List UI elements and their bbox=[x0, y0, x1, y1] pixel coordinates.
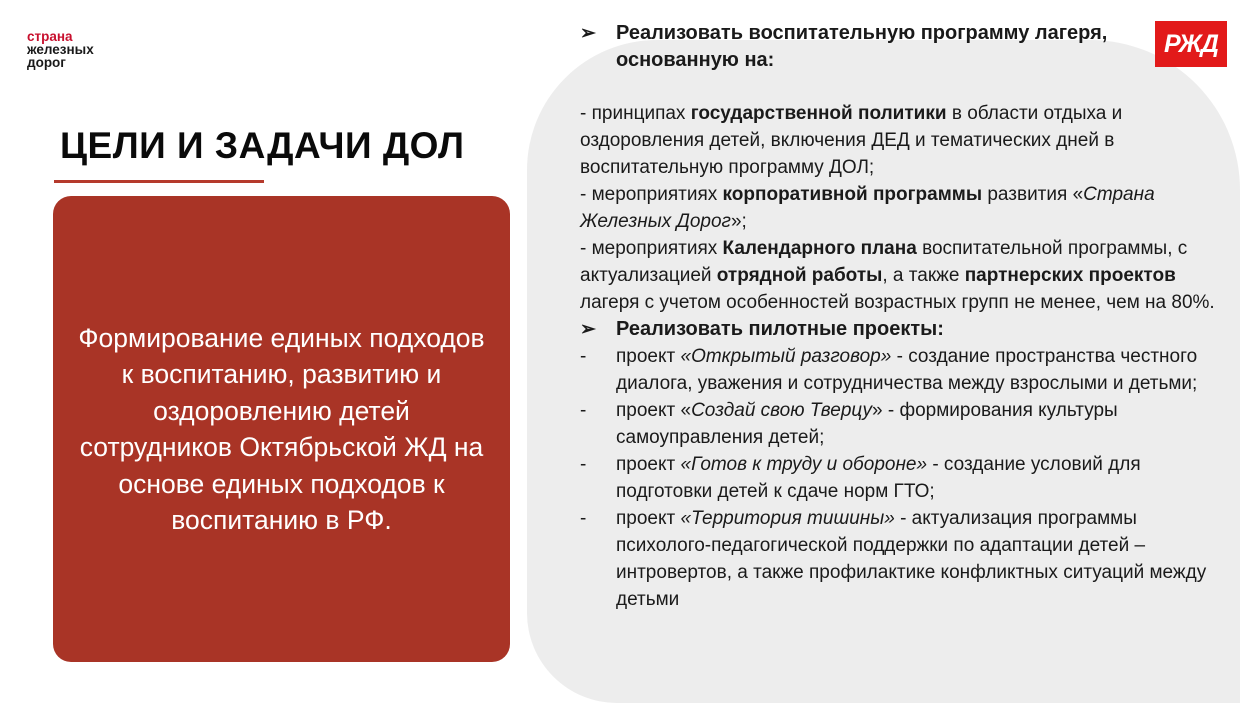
list-item bbox=[580, 451, 1220, 505]
arrow-bullet-icon: ➢ bbox=[580, 319, 596, 340]
project-name: «Территория тишины» bbox=[680, 508, 895, 529]
section-heading-text: Реализовать воспитательную программу лагеря, основанную на: bbox=[616, 22, 1108, 71]
section-heading-pilots bbox=[580, 316, 1220, 343]
goal-text: Формирование единых подходов к воспитанию, развитию и оздоровлению детей сотрудников Октябрьской ЖД на основе единых подходов к воспитанию в РФ. bbox=[78, 322, 485, 535]
brand-line-3: дорог bbox=[27, 55, 66, 70]
brand-line-1: страна bbox=[27, 29, 73, 44]
text-run: проект bbox=[616, 508, 681, 529]
text-run: лагеря с учетом особенностей возрастных групп не менее, чем на 80%. bbox=[580, 292, 1215, 313]
text-run: воспитательной программы, с актуализацией bbox=[580, 238, 1188, 286]
list-item-text bbox=[616, 505, 1220, 613]
brand-line-2: железных bbox=[27, 42, 94, 57]
text-run: - мероприятиях bbox=[580, 184, 723, 205]
project-name: Создай свою Тверцу bbox=[691, 400, 873, 421]
bold-run: Календарного плана bbox=[722, 238, 917, 259]
list-item-text bbox=[616, 397, 1220, 451]
title-underline bbox=[54, 180, 264, 183]
text-run: проект « bbox=[616, 400, 692, 421]
text-run: , а также bbox=[882, 265, 965, 286]
bold-run: государственной политики bbox=[690, 103, 947, 124]
text-run: в области отдыха и оздоровления детей, включения ДЕД и тематических дней в воспитательную программу ДОЛ; bbox=[580, 103, 1123, 178]
dash-bullet: - bbox=[580, 400, 587, 421]
text-run: - принципах bbox=[580, 103, 691, 124]
bold-run: отрядной работы bbox=[716, 265, 883, 286]
section-heading-program bbox=[580, 20, 1220, 74]
text-run: проект bbox=[616, 454, 681, 475]
dash-bullet: - bbox=[580, 346, 587, 367]
project-name: «Готов к труду и обороне» bbox=[680, 454, 928, 475]
program-corporate-item bbox=[580, 181, 1220, 235]
text-run: развития « bbox=[982, 184, 1084, 205]
brand-wordmark bbox=[27, 30, 94, 69]
text-run: - мероприятиях bbox=[580, 238, 723, 259]
list-item-text bbox=[616, 343, 1220, 397]
dash-bullet: - bbox=[580, 508, 587, 529]
text-run: - создание пространства честного диалога, уважения и сотрудничества между взрослыми и детьми; bbox=[616, 346, 1198, 394]
text-run: » - формирования культуры самоуправления детей; bbox=[616, 400, 1118, 448]
page-title: ЦЕЛИ И ЗАДАЧИ ДОЛ bbox=[60, 125, 465, 166]
section-heading-text: Реализовать пилотные проекты: bbox=[616, 318, 944, 340]
text-run: »; bbox=[730, 211, 747, 232]
rzd-logo bbox=[1155, 21, 1227, 67]
goal-card bbox=[53, 196, 510, 662]
list-item bbox=[580, 343, 1220, 397]
list-item bbox=[580, 505, 1220, 613]
tasks-content bbox=[580, 20, 1220, 613]
text-run: - актуализация программы психолого-педагогической поддержки по адаптации детей – интровертов, а также профилактике конфликтных ситуаций между детьми bbox=[616, 508, 1207, 610]
italic-run: Страна Железных Дорог bbox=[580, 184, 1155, 232]
text-run: проект bbox=[616, 346, 681, 367]
bold-run: корпоративной программы bbox=[722, 184, 983, 205]
logo-text: РЖД bbox=[1164, 29, 1218, 58]
bold-run: партнерских проектов bbox=[964, 265, 1176, 286]
dash-bullet: - bbox=[580, 454, 587, 475]
program-principle-item bbox=[580, 100, 1220, 181]
program-calendar-item bbox=[580, 235, 1220, 316]
text-run: - создание условий для подготовки детей к сдаче норм ГТО; bbox=[616, 454, 1141, 502]
arrow-bullet-icon: ➢ bbox=[580, 23, 596, 44]
list-item-text bbox=[616, 451, 1220, 505]
project-name: «Открытый разговор» bbox=[680, 346, 892, 367]
list-item bbox=[580, 397, 1220, 451]
